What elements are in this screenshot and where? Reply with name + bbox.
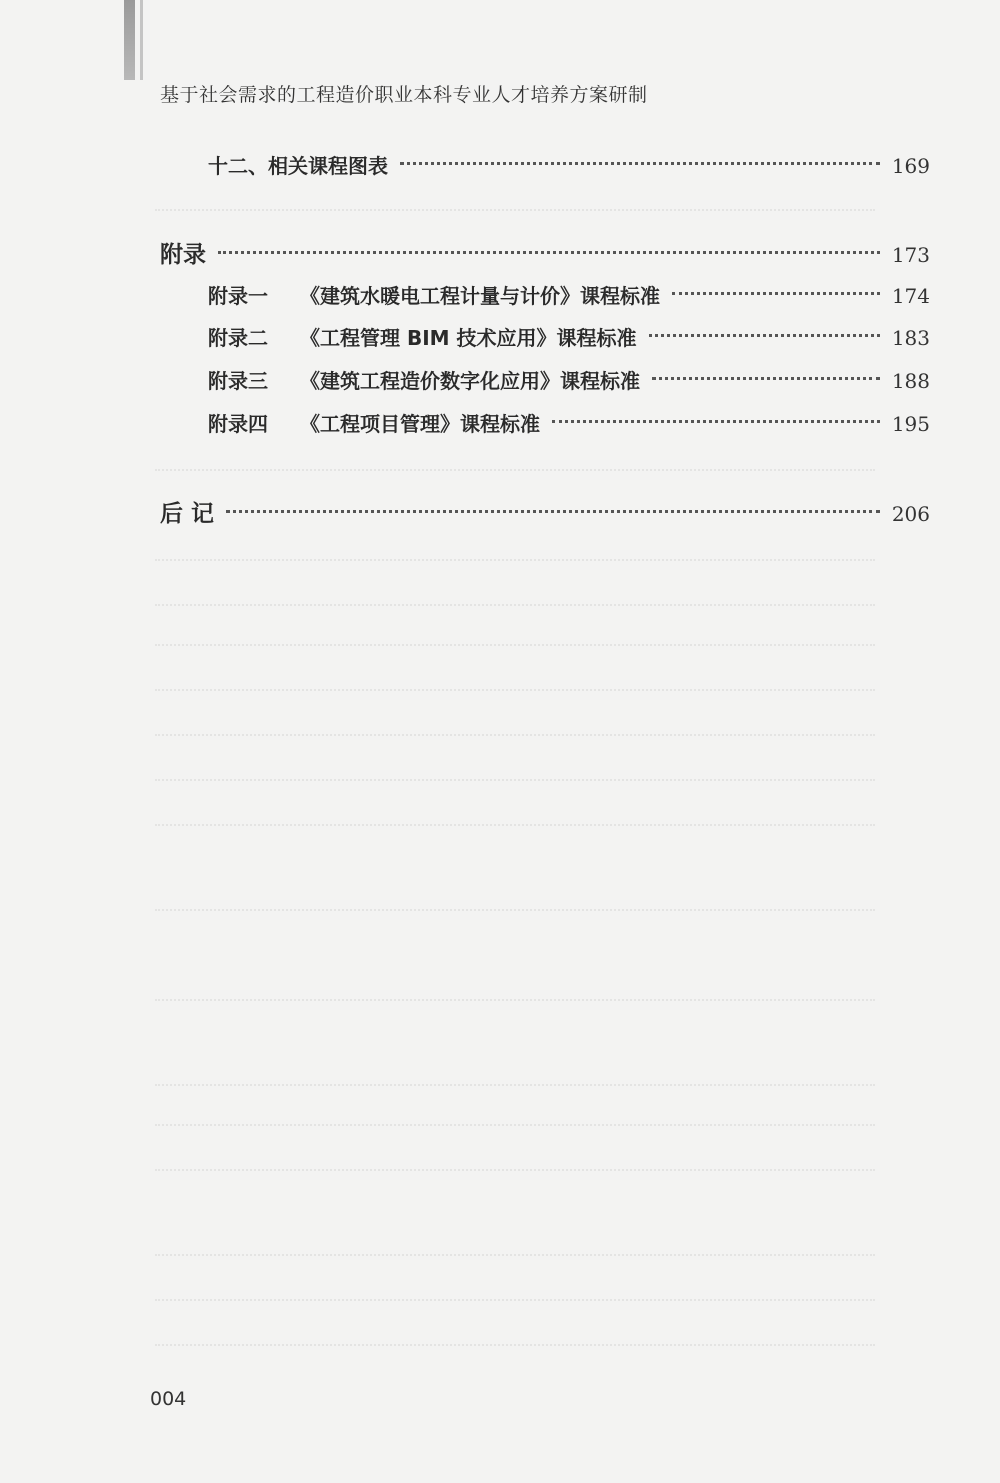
bleed-through-line	[155, 1155, 875, 1171]
bleed-through-line	[155, 1070, 875, 1086]
bleed-through-line	[155, 1330, 875, 1346]
toc-entry-label: 附录三	[208, 369, 268, 393]
toc-entry-page: 173	[891, 243, 930, 267]
bleed-through-line	[155, 765, 875, 781]
toc-entry-title: 相关课程图表	[268, 154, 388, 178]
bleed-through-line	[155, 1285, 875, 1301]
toc-entry-page: 169	[891, 154, 930, 178]
bleed-through-line	[155, 1240, 875, 1256]
dot-leader	[226, 510, 880, 513]
header-rule	[124, 0, 135, 80]
toc-entry[interactable]	[208, 150, 930, 179]
toc-entry-title: 《工程管理 BIM 技术应用》课程标准	[300, 326, 637, 350]
bleed-through-line	[155, 545, 875, 561]
toc-entry-label: 十二、	[208, 154, 268, 178]
bleed-through-line	[155, 895, 875, 911]
dot-leader	[649, 334, 880, 337]
bleed-through-line	[155, 630, 875, 646]
toc-entry[interactable]	[208, 280, 930, 309]
toc-entry[interactable]	[208, 365, 930, 394]
toc-entry[interactable]	[208, 322, 930, 351]
toc-entry-label: 附录一	[208, 284, 268, 308]
bleed-through-line	[155, 195, 875, 211]
toc-entry-title: 《工程项目管理》课程标准	[300, 412, 540, 436]
toc-entry-label: 附录	[160, 242, 206, 268]
dot-leader	[218, 251, 880, 254]
bleed-through-line	[155, 455, 875, 471]
toc-entry-page: 183	[891, 326, 930, 350]
toc-entry-title: 《建筑水暖电工程计量与计价》课程标准	[300, 284, 660, 308]
bleed-through-line	[155, 810, 875, 826]
toc-entry[interactable]	[160, 495, 930, 528]
running-head: 基于社会需求的工程造价职业本科专业人才培养方案研制	[160, 84, 648, 106]
toc-entry-page: 195	[891, 412, 930, 436]
toc-entry-label: 附录二	[208, 326, 268, 350]
dot-leader	[652, 377, 880, 380]
toc-entry[interactable]	[160, 236, 930, 269]
toc-entry-page: 206	[891, 502, 930, 526]
toc-entry-label: 附录四	[208, 412, 268, 436]
bleed-through-line	[155, 1110, 875, 1126]
toc-entry-title: 《建筑工程造价数字化应用》课程标准	[300, 369, 640, 393]
toc-entry-label: 后 记	[160, 501, 215, 527]
toc-entry-page: 174	[891, 284, 930, 308]
toc-entry-page: 188	[891, 369, 930, 393]
header-rule-thin	[140, 0, 143, 80]
page-number: 004	[150, 1388, 187, 1410]
dot-leader	[400, 162, 880, 165]
toc-entry[interactable]	[208, 408, 930, 437]
dot-leader	[672, 292, 880, 295]
bleed-through-line	[155, 675, 875, 691]
bleed-through-line	[155, 985, 875, 1001]
bleed-through-line	[155, 720, 875, 736]
dot-leader	[552, 420, 880, 423]
bleed-through-line	[155, 590, 875, 606]
